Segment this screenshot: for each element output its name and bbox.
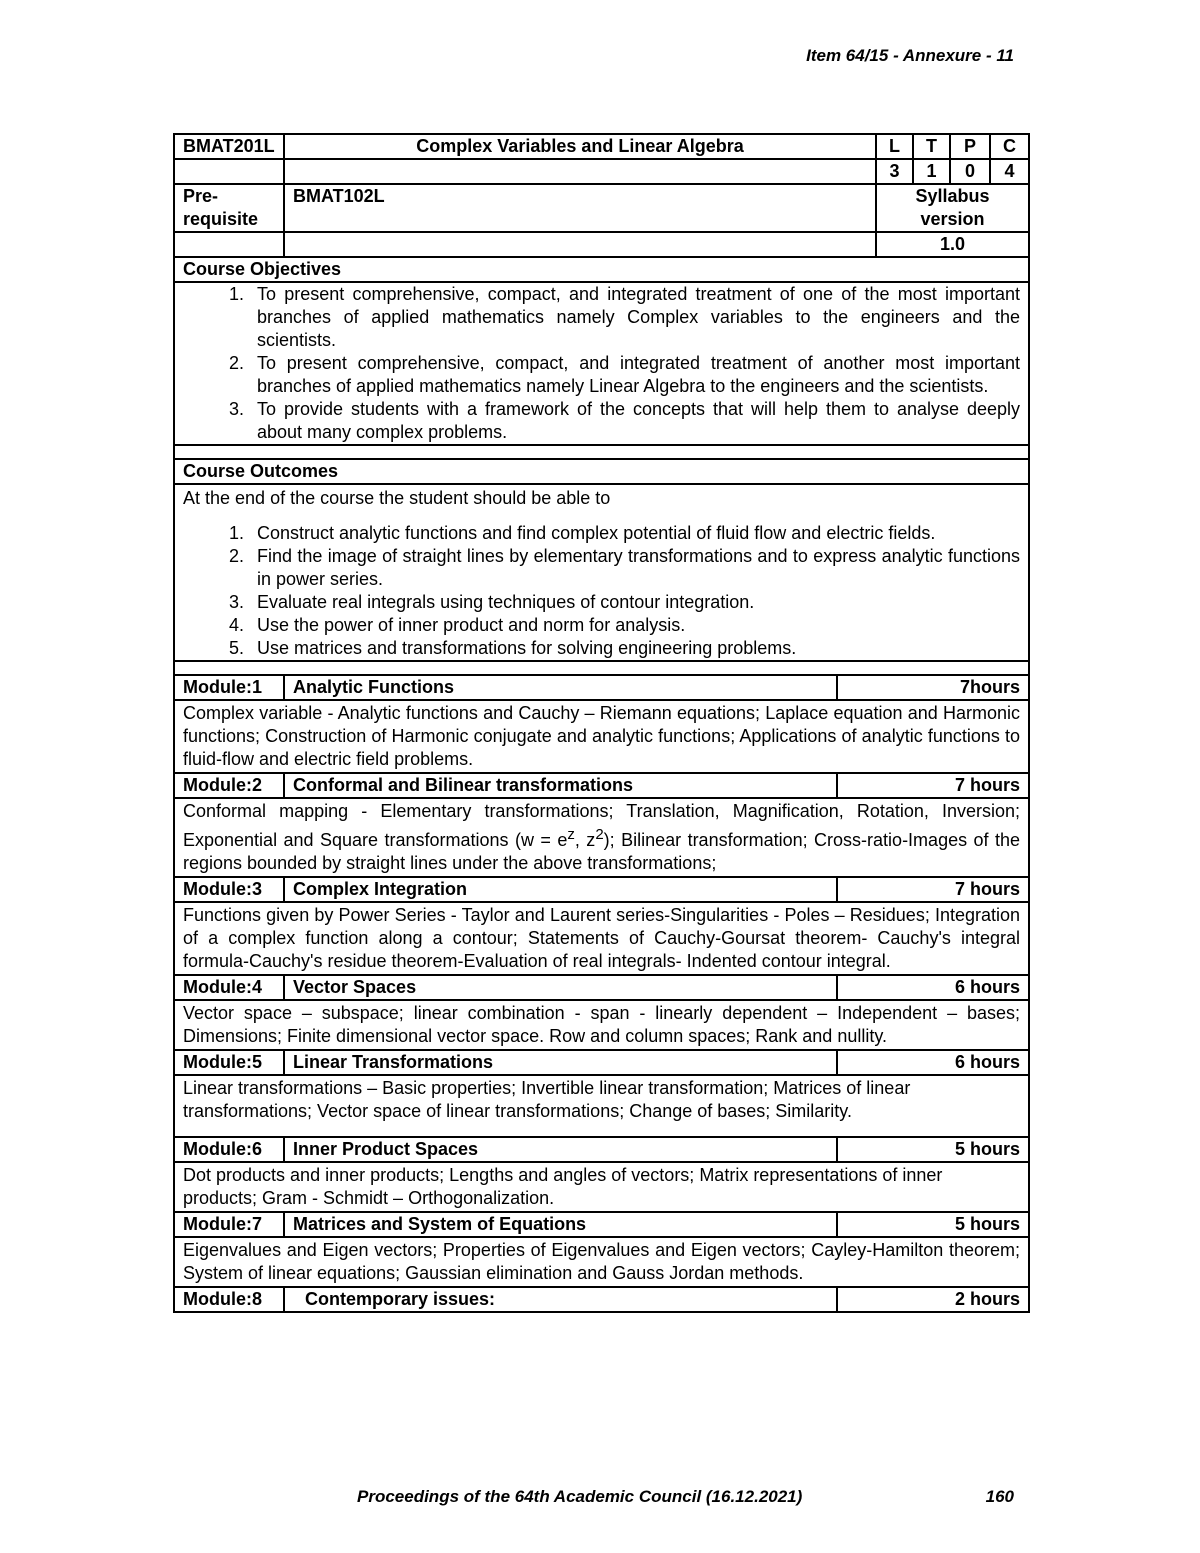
module-header xyxy=(174,877,1029,902)
ltpc-label-c: C xyxy=(990,134,1029,159)
outcomes-list xyxy=(183,522,1020,660)
module-hours: 2 hours xyxy=(837,1287,1029,1312)
module-header xyxy=(174,1287,1029,1312)
module-header xyxy=(174,1137,1029,1162)
module-content: Eigenvalues and Eigen vectors; Properties of Eigenvalues and Eigen vectors; Cayley-Hamilton theorem; System of linear equations; Gaussian elimination and Gauss Jordan methods. xyxy=(174,1237,1029,1287)
module-content-row xyxy=(174,902,1029,975)
module-title: Conformal and Bilinear transformations xyxy=(284,773,837,798)
ltpc-values-row xyxy=(174,159,1029,184)
module-content-row xyxy=(174,798,1029,877)
outcomes-list-row xyxy=(174,484,1029,661)
module-title: Analytic Functions xyxy=(284,675,837,700)
module-content: Conformal mapping - Elementary transformations; Translation, Magnification, Rotation, Inversion; Exponential and Square transformations ($w = e^z$, $z^2$); Bilinear transformation; Cross-ratio-Images of the regions bounded by straight lines under the above transformations; xyxy=(174,798,1029,877)
item-reference: Item 64/15 - Annexure - 11 xyxy=(806,46,1014,65)
outcome-item: 1. Construct analytic functions and find complex potential of fluid flow and electric fields. xyxy=(249,522,1020,545)
module-content: Complex variable - Analytic functions and Cauchy – Riemann equations; Laplace equation and Harmonic functions; Construction of Harmonic conjugate and analytic functions; Applications of analytic functions to fluid-flow and electric field problems. xyxy=(174,700,1029,773)
prerequisite-value: BMAT102L xyxy=(284,184,876,232)
module-header xyxy=(174,1212,1029,1237)
module-title: Linear Transformations xyxy=(284,1050,837,1075)
module-header xyxy=(174,975,1029,1000)
objectives-list-row xyxy=(174,282,1029,445)
module-label: Module:2 xyxy=(174,773,284,798)
module-hours: 5 hours xyxy=(837,1137,1029,1162)
module-title: Vector Spaces xyxy=(284,975,837,1000)
outcomes-intro: At the end of the course the student should be able to xyxy=(183,488,611,508)
syllabus-version-value: 1.0 xyxy=(876,232,1029,257)
module-hours: 7 hours xyxy=(837,773,1029,798)
objective-item: 2. To present comprehensive, compact, and integrated treatment of another most important branches of applied mathematics namely Linear Algebra to the engineers and the scientists. xyxy=(249,352,1020,398)
syllabus-table xyxy=(173,133,1030,1313)
module-label: Module:7 xyxy=(174,1212,284,1237)
module-title: Complex Integration xyxy=(284,877,837,902)
outcome-item: 2. Find the image of straight lines by elementary transformations and to express analytic functions in power series. xyxy=(249,545,1020,591)
module-header xyxy=(174,773,1029,798)
ltpc-value-t: 1 xyxy=(913,159,950,184)
outcome-item: 4. Use the power of inner product and norm for analysis. xyxy=(249,614,1020,637)
superscript: 2 xyxy=(595,826,604,843)
prerequisite-label: Pre-requisite xyxy=(174,184,284,232)
module-content-row xyxy=(174,1237,1029,1287)
ltpc-value-l: 3 xyxy=(876,159,913,184)
ltpc-value-c: 4 xyxy=(990,159,1029,184)
objective-item: 1. To present comprehensive, compact, and integrated treatment of one of the most important branches of applied mathematics namely Complex variables to the engineers and the scientists. xyxy=(249,283,1020,352)
ltpc-label-l: L xyxy=(876,134,913,159)
module-title: Contemporary issues: xyxy=(284,1287,837,1312)
page-number: 160 xyxy=(985,1487,1014,1506)
proceedings-note: Proceedings of the 64th Academic Council (16.12.2021) xyxy=(357,1487,803,1506)
syllabus-version-label: Syllabus version xyxy=(876,184,1029,232)
ltpc-value-p: 0 xyxy=(950,159,990,184)
module-title: Matrices and System of Equations xyxy=(284,1212,837,1237)
module-content: Functions given by Power Series - Taylor and Laurent series-Singularities - Poles – Residues; Integration of a complex function along a contour; Statements of Cauchy-Goursat theorem- Cauchy's integral formula-Cauchy's residue theorem-Evaluation of real integrals- Indented contour integral. xyxy=(174,902,1029,975)
module-hours: 6 hours xyxy=(837,1050,1029,1075)
module-label: Module:5 xyxy=(174,1050,284,1075)
objectives-section xyxy=(174,257,1029,282)
module-header xyxy=(174,1050,1029,1075)
module-content-row xyxy=(174,1000,1029,1050)
module-hours: 7hours xyxy=(837,675,1029,700)
module-content-row xyxy=(174,1162,1029,1212)
ltpc-label-p: P xyxy=(950,134,990,159)
syllabus-version-row xyxy=(174,232,1029,257)
module-content-row xyxy=(174,1075,1029,1137)
module-hours: 5 hours xyxy=(837,1212,1029,1237)
outcomes-heading: Course Outcomes xyxy=(183,461,339,481)
module-content: Linear transformations – Basic properties; Invertible linear transformation; Matrices of linear transformations; Vector space of linear transformations; Change of bases; Similarity. xyxy=(174,1075,1029,1137)
module-header xyxy=(174,675,1029,700)
module-content: Dot products and inner products; Lengths and angles of vectors; Matrix representations of inner products; Gram - Schmidt – Orthogonalization. xyxy=(174,1162,1029,1212)
module-hours: 7 hours xyxy=(837,877,1029,902)
outcome-item: 5. Use matrices and transformations for solving engineering problems. xyxy=(249,637,1020,660)
objectives-heading: Course Objectives xyxy=(183,259,342,279)
module-label: Module:8 xyxy=(174,1287,284,1312)
course-row xyxy=(174,134,1029,159)
outcomes-section xyxy=(174,459,1029,484)
module-hours: 6 hours xyxy=(837,975,1029,1000)
module-label: Module:6 xyxy=(174,1137,284,1162)
outcome-item: 3. Evaluate real integrals using techniques of contour integration. xyxy=(249,591,1020,614)
superscript: z xyxy=(567,826,575,843)
module-content: Vector space – subspace; linear combination - span - linearly dependent – Independent – bases; Dimensions; Finite dimensional vector space. Row and column spaces; Rank and nullity. xyxy=(174,1000,1029,1050)
module-label: Module:1 xyxy=(174,675,284,700)
module-label: Module:3 xyxy=(174,877,284,902)
course-title: Complex Variables and Linear Algebra xyxy=(284,134,876,159)
module-label: Module:4 xyxy=(174,975,284,1000)
objective-item: 3. To provide students with a framework of the concepts that will help them to analyse deeply about many complex problems. xyxy=(249,398,1020,444)
module-content-row xyxy=(174,700,1029,773)
module-title: Inner Product Spaces xyxy=(284,1137,837,1162)
ltpc-label-t: T xyxy=(913,134,950,159)
course-code: BMAT201L xyxy=(174,134,284,159)
objectives-list xyxy=(183,283,1020,444)
prerequisite-row xyxy=(174,184,1029,232)
